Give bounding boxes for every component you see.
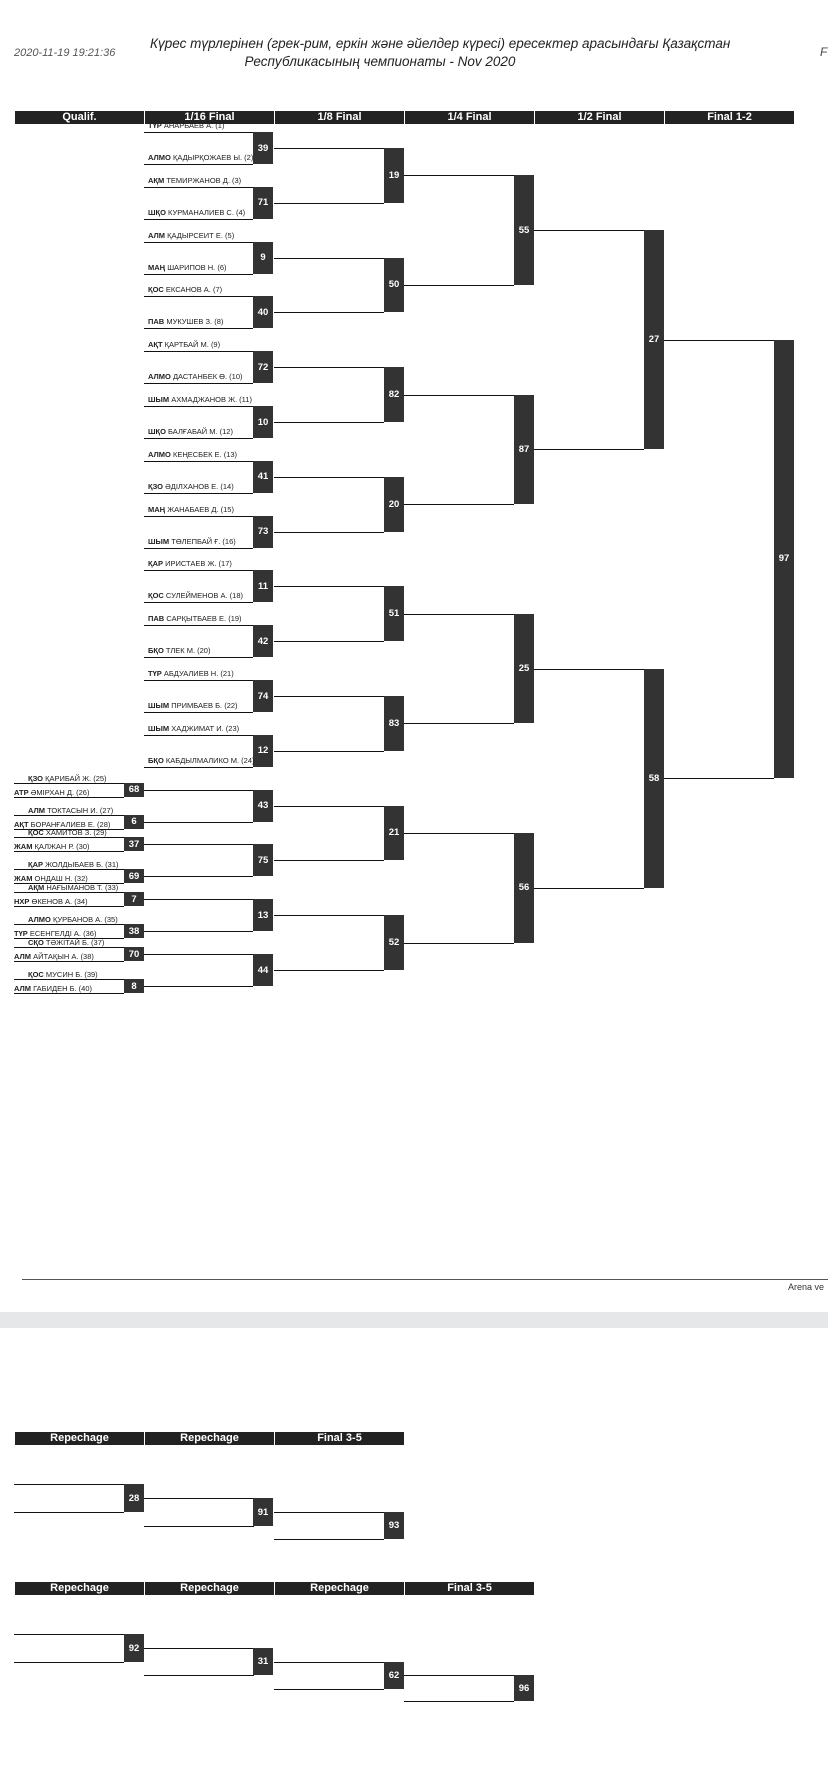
bracket-line: [274, 751, 384, 752]
athlete-name: ТЛЕК М. (20): [165, 646, 211, 656]
athlete-entry: [148, 208, 245, 217]
bout-number: 12: [253, 735, 273, 767]
bracket-line: [14, 924, 124, 925]
column-header: Qualif.: [14, 111, 144, 124]
bracket-line: [274, 532, 384, 533]
bracket-line: [274, 915, 384, 916]
athlete-entry: [14, 984, 92, 993]
athlete-team: ШҚО: [148, 427, 166, 436]
athlete-team: ҚОС: [148, 591, 164, 601]
athlete-entry: [28, 806, 113, 815]
bracket-line: [144, 625, 253, 626]
athlete-name: ХАДЖИМАТ И. (23): [171, 723, 240, 733]
athlete-entry: [148, 176, 241, 185]
bracket-line: [14, 947, 124, 948]
athlete-team: ҚОС: [148, 285, 164, 295]
athlete-team: АҚТ: [148, 340, 163, 350]
bracket-line: [274, 1512, 384, 1513]
athlete-team: ҚЗО: [28, 773, 44, 783]
bout-number: 7: [124, 892, 144, 906]
bout-number: 43: [253, 790, 273, 822]
athlete-team: АЛМ: [14, 984, 32, 993]
athlete-name: ЖАНАБАЕВ Д. (15): [167, 504, 234, 514]
athlete-team: БҚО: [148, 646, 164, 656]
athlete-team: АҚМ: [148, 175, 165, 185]
bracket-line: [144, 406, 253, 407]
bracket-line: [14, 892, 124, 893]
column-header: Final 1-2: [664, 111, 794, 124]
athlete-team: АЛМО: [148, 372, 171, 382]
bracket-line: [14, 1484, 124, 1485]
column-header: 1/8 Final: [274, 111, 404, 124]
bout-number: 69: [124, 869, 144, 883]
athlete-team: ҚОС: [28, 828, 44, 838]
athlete-name: МУСИН Б. (39): [45, 970, 98, 979]
bracket-line: [534, 449, 644, 450]
bracket-line: [274, 860, 384, 861]
bout-number: 39: [253, 132, 273, 164]
athlete-entry: [148, 153, 253, 162]
bracket-line: [404, 614, 514, 615]
bout-number: 19: [384, 148, 404, 203]
bout-number: 9: [253, 242, 273, 274]
athlete-name: АХМАДЖАНОВ Ж. (11): [171, 395, 252, 404]
athlete-name: ӘМІРХАН Д. (26): [30, 787, 90, 797]
athlete-team: АТР: [14, 787, 29, 797]
bracket-line: [14, 837, 124, 838]
athlete-entry: [14, 874, 88, 883]
athlete-entry: [28, 883, 118, 892]
athlete-entry: [28, 915, 118, 924]
bracket-line: [404, 1675, 514, 1676]
bracket-line: [144, 548, 253, 549]
athlete-name: ТОКТАСЫН И. (27): [47, 805, 114, 815]
bout-number: 50: [384, 258, 404, 313]
bracket-line: [144, 712, 253, 713]
bracket-line: [144, 790, 253, 791]
bracket-line: [144, 187, 253, 188]
athlete-name: ҚАЛЖАН Р. (30): [34, 842, 90, 852]
athlete-entry: [148, 724, 239, 733]
bracket-line: [14, 783, 124, 784]
footer-divider: [22, 1279, 828, 1280]
athlete-team: АЛМО: [28, 915, 51, 925]
athlete-entry: [148, 482, 234, 491]
athlete-entry: [14, 952, 94, 961]
athlete-team: ПАВ: [148, 614, 165, 624]
bout-number: 62: [384, 1662, 404, 1689]
athlete-name: ГАБИДЕН Б. (40): [33, 984, 93, 993]
bracket-line: [144, 219, 253, 220]
bracket-line: [14, 1634, 124, 1635]
bracket-line: [404, 285, 514, 286]
bout-number: 20: [384, 477, 404, 532]
athlete-team: ҚАР: [28, 860, 43, 870]
athlete-name: СУЛЕЙМЕНОВ А. (18): [165, 591, 244, 601]
bout-number: 21: [384, 806, 404, 861]
athlete-entry: [148, 427, 233, 436]
athlete-name: ДАСТАНБЕК Ө. (10): [172, 372, 243, 382]
bout-number: 41: [253, 461, 273, 493]
athlete-name: ӘДІЛХАНОВ Е. (14): [165, 481, 234, 491]
bout-number: 52: [384, 915, 404, 970]
bout-number: 8: [124, 979, 144, 993]
bout-number: 92: [124, 1634, 144, 1662]
bracket-line: [144, 461, 253, 462]
bout-number: 72: [253, 351, 273, 383]
bout-number: 91: [253, 1498, 273, 1526]
athlete-entry: [28, 828, 107, 837]
athlete-team: ТҮР: [148, 669, 162, 678]
bracket-line: [144, 876, 253, 877]
athlete-name: САРҚЫТБАЕВ Е. (19): [166, 614, 242, 624]
bracket-line: [664, 778, 774, 779]
athlete-team: СҚО: [28, 938, 44, 947]
athlete-entry: [14, 842, 90, 851]
athlete-team: ЖАМ: [14, 874, 33, 884]
bout-number: 87: [514, 395, 534, 505]
bracket-line: [144, 328, 253, 329]
athlete-team: ШЫМ: [148, 395, 170, 404]
bout-number: 70: [124, 947, 144, 961]
athlete-entry: [28, 938, 104, 947]
bracket-line: [144, 164, 253, 165]
column-header: Repechage: [14, 1432, 144, 1445]
bracket-line: [144, 242, 253, 243]
athlete-entry: [148, 701, 238, 710]
bout-number: 40: [253, 296, 273, 328]
bracket-line: [144, 1675, 254, 1676]
bout-number: 82: [384, 367, 404, 422]
athlete-team: АЛМ: [148, 230, 166, 240]
column-header: Repechage: [274, 1582, 404, 1595]
bracket-line: [144, 351, 253, 352]
bracket-line: [274, 258, 384, 259]
bracket-line: [144, 602, 253, 603]
bracket-line: [144, 735, 253, 736]
athlete-name: МУКУШЕВ З. (8): [166, 317, 224, 327]
bracket-line: [144, 899, 253, 900]
bout-number: 58: [644, 669, 664, 888]
bout-number: 71: [253, 187, 273, 219]
athlete-team: ҚЗО: [148, 481, 164, 491]
athlete-team: АҚТ: [14, 819, 29, 829]
bracket-line: [144, 296, 253, 297]
athlete-team: АҚМ: [28, 883, 45, 893]
bracket-line: [404, 723, 514, 724]
athlete-name: ЖОЛДЫБАЕВ Б. (31): [45, 860, 119, 870]
bout-number: 10: [253, 406, 273, 438]
athlete-entry: [148, 669, 234, 678]
bracket-line: [274, 1689, 384, 1690]
bracket-line: [404, 395, 514, 396]
athlete-team: АЛМО: [148, 449, 171, 459]
athlete-name: ЕКСАНОВ А. (7): [165, 285, 223, 295]
bout-number: 55: [514, 175, 534, 285]
bracket-line: [404, 1701, 514, 1702]
athlete-name: ШАРИПОВ Н. (6): [167, 262, 227, 272]
athlete-name: ТЕМИРЖАНОВ Д. (3): [166, 175, 242, 185]
bracket-line: [144, 680, 253, 681]
bracket-line: [144, 1498, 254, 1499]
bracket-line: [14, 797, 124, 798]
athlete-name: КАБДЫЛМАЛИКО М. (24): [165, 755, 255, 765]
bout-number: 28: [124, 1484, 144, 1512]
bout-number: 97: [774, 340, 794, 778]
bout-number: 93: [384, 1512, 404, 1539]
bracket-line: [274, 367, 384, 368]
athlete-entry: [148, 756, 255, 765]
bout-number: 68: [124, 783, 144, 797]
bracket-line: [274, 641, 384, 642]
athlete-entry: [14, 820, 110, 829]
bracket-line: [274, 1662, 384, 1663]
column-header: Final 3-5: [404, 1582, 534, 1595]
athlete-team: ШЫМ: [148, 701, 170, 710]
athlete-name: БАЛҒАБАЙ М. (12): [168, 427, 233, 436]
bout-number: 44: [253, 954, 273, 986]
athlete-team: ҚОС: [28, 970, 44, 979]
column-header: Repechage: [144, 1432, 274, 1445]
athlete-team: ЖАМ: [14, 842, 33, 852]
athlete-name: АЙТАҚЫН А. (38): [33, 952, 94, 961]
bracket-line: [534, 888, 644, 889]
bracket-line: [14, 815, 124, 816]
athlete-entry: [148, 285, 222, 294]
bracket-line: [144, 986, 253, 987]
athlete-team: ПАВ: [148, 317, 165, 327]
bracket-line: [274, 203, 384, 204]
athlete-name: ОНДАШ Н. (32): [34, 874, 88, 884]
bracket-line: [144, 438, 253, 439]
bracket-line: [404, 175, 514, 176]
bout-number: 96: [514, 1675, 534, 1701]
title-line-1: Күрес түрлерінен (грек-рим, еркін және әйелдер күресі) ересектер арасындағы Қазақстан: [150, 36, 731, 51]
bout-number: 13: [253, 899, 273, 931]
athlete-entry: [148, 505, 234, 514]
athlete-team: ШЫМ: [148, 536, 170, 546]
bracket-line: [274, 477, 384, 478]
bracket-line: [14, 1662, 124, 1663]
edge-text: F: [820, 45, 828, 59]
bracket-line: [274, 422, 384, 423]
athlete-team: АЛМО: [148, 153, 171, 162]
athlete-name: ҚАРИБАЙ Ж. (25): [45, 773, 107, 783]
column-header: 1/2 Final: [534, 111, 664, 124]
bout-number: 51: [384, 586, 404, 641]
bracket-line: [144, 1648, 254, 1649]
athlete-name: ПРИМБАЕВ Б. (22): [171, 701, 238, 710]
bracket-line: [144, 931, 253, 932]
bout-number: 73: [253, 516, 273, 548]
page-title: [150, 35, 731, 71]
bout-number: 31: [253, 1648, 273, 1675]
bout-number: 27: [644, 230, 664, 449]
bout-number: 6: [124, 815, 144, 829]
bracket-line: [274, 586, 384, 587]
column-header: Repechage: [14, 1582, 144, 1595]
athlete-entry: [148, 231, 234, 240]
athlete-entry: [148, 614, 242, 623]
athlete-name: ХАМИТОВ З. (29): [45, 828, 107, 838]
athlete-entry: [148, 395, 252, 404]
athlete-entry: [148, 537, 236, 546]
athlete-entry: [148, 340, 220, 349]
athlete-entry: [14, 929, 96, 938]
column-header: 1/4 Final: [404, 111, 534, 124]
bracket-line: [534, 669, 644, 670]
athlete-name: КЕҢЕСБЕК Е. (13): [172, 449, 238, 459]
bracket-line: [144, 767, 253, 768]
athlete-team: АЛМ: [14, 952, 32, 961]
bout-number: 75: [253, 844, 273, 876]
athlete-entry: [148, 372, 243, 381]
bracket-line: [144, 274, 253, 275]
timestamp: 2020-11-19 19:21:36: [14, 47, 116, 59]
athlete-entry: [148, 591, 243, 600]
athlete-entry: [28, 860, 119, 869]
bracket-line: [144, 1526, 254, 1527]
athlete-name: ҚАДЫРСЕИТ Е. (5): [167, 230, 235, 240]
bracket-line: [144, 657, 253, 658]
athlete-entry: [148, 559, 232, 568]
title-line-2: Республикасының чемпионаты - Nov 2020: [244, 54, 516, 69]
bracket-line: [404, 504, 514, 505]
bracket-line: [14, 851, 124, 852]
athlete-name: ИРИСТАЕВ Ж. (17): [165, 559, 232, 569]
bracket-line: [274, 1539, 384, 1540]
bracket-line: [14, 961, 124, 962]
athlete-entry: [148, 317, 223, 326]
bracket-line: [144, 493, 253, 494]
page-separator: [0, 1312, 828, 1328]
athlete-name: ҚАДЫРҚОЖАЕВ Ы. (2): [172, 153, 254, 162]
athlete-entry: [14, 788, 89, 797]
athlete-team: ШЫМ: [148, 723, 170, 733]
bout-number: 38: [124, 924, 144, 938]
bracket-line: [14, 993, 124, 994]
bracket-line: [274, 806, 384, 807]
bracket-line: [144, 822, 253, 823]
bracket-line: [14, 906, 124, 907]
bout-number: 56: [514, 833, 534, 943]
athlete-name: НАҒЫМАНОВ Т. (33): [46, 883, 119, 893]
bracket-line: [14, 979, 124, 980]
column-header: Final 3-5: [274, 1432, 404, 1445]
bracket-line: [274, 696, 384, 697]
bracket-line: [144, 954, 253, 955]
athlete-name: ЕСЕНГЕЛДІ А. (36): [29, 929, 97, 939]
bout-number: 25: [514, 614, 534, 724]
bracket-line: [534, 230, 644, 231]
bracket-line: [144, 132, 253, 133]
athlete-entry: [148, 121, 224, 130]
athlete-entry: [148, 263, 227, 272]
bracket-line: [14, 869, 124, 870]
bracket-line: [664, 340, 774, 341]
athlete-name: ҚУРБАНОВ А. (35): [52, 915, 118, 925]
athlete-team: ТҮР: [14, 929, 28, 939]
athlete-team: БҚО: [148, 755, 164, 765]
column-header: 1/16 Final: [144, 111, 274, 124]
athlete-name: ӨКЕНОВ А. (34): [31, 897, 88, 907]
bracket-line: [144, 383, 253, 384]
footer-text: Arena ve: [788, 1282, 825, 1292]
bracket-line: [144, 570, 253, 571]
bout-number: 74: [253, 680, 273, 712]
bout-number: 11: [253, 570, 273, 602]
bracket-line: [144, 844, 253, 845]
athlete-team: ҚАР: [148, 559, 163, 569]
column-header: Repechage: [144, 1582, 274, 1595]
bracket-line: [404, 833, 514, 834]
athlete-name: БОРАНҒАЛИЕВ Е. (28): [30, 819, 111, 829]
bout-number: 42: [253, 625, 273, 657]
bout-number: 37: [124, 837, 144, 851]
bout-number: 83: [384, 696, 404, 751]
bracket-line: [274, 312, 384, 313]
athlete-entry: [148, 646, 210, 655]
athlete-name: АНАРБАЕВ А. (1): [163, 121, 225, 130]
athlete-team: ШҚО: [148, 207, 166, 217]
athlete-name: ТӘЖІТАЙ Б. (37): [45, 938, 105, 947]
athlete-entry: [28, 774, 107, 783]
athlete-name: ҚАРТБАЙ М. (9): [164, 340, 221, 350]
bracket-line: [274, 148, 384, 149]
athlete-entry: [148, 450, 237, 459]
athlete-entry: [14, 897, 88, 906]
athlete-team: НХР: [14, 897, 30, 907]
bracket-line: [144, 516, 253, 517]
bracket-line: [404, 943, 514, 944]
athlete-team: МАҢ: [148, 262, 166, 272]
bracket-line: [14, 1512, 124, 1513]
bracket-line: [274, 970, 384, 971]
athlete-team: МАҢ: [148, 504, 166, 514]
athlete-entry: [28, 970, 98, 979]
athlete-team: АЛМ: [28, 805, 46, 815]
athlete-team: ТҮР: [148, 121, 162, 130]
athlete-name: АБДУАЛИЕВ Н. (21): [163, 669, 234, 678]
athlete-name: ТӨЛЕПБАЙ Ғ. (16): [171, 536, 236, 546]
athlete-name: КУРМАНАЛИЕВ С. (4): [168, 207, 246, 217]
